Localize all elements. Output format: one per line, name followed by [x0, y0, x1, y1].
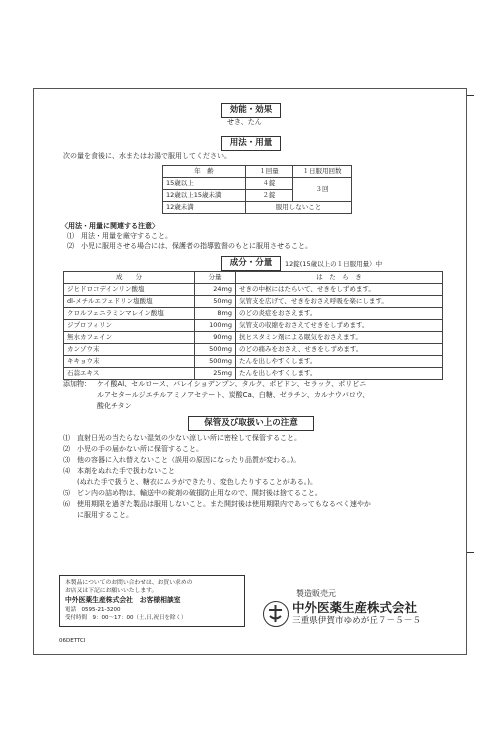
storage-item: (ぬれた手で扱うと、糖衣にムラができたり、変色したりすることがある。)。 — [63, 478, 317, 486]
additives-text: ケイ酸Al、セルロース、バレイショデンプン、タルク、ポビドン、セラック、ポリビニ — [97, 380, 367, 388]
dosage-note: ⑴ 用法・用量を厳守すること。 — [67, 232, 172, 240]
table-header-row — [163, 166, 352, 178]
ingredients-note: 12錠(15歳以上の１日服用量）中 — [285, 260, 383, 268]
table-header-row — [64, 272, 443, 284]
table-cell: 90mg — [195, 332, 236, 344]
table-cell: たんを出しやすくします。 — [236, 368, 443, 380]
table-cell: のどの炎症をおさえます。 — [236, 308, 443, 320]
table-cell: ジプロフィリン — [64, 320, 195, 332]
table-row — [64, 356, 443, 368]
table-header: １回量 — [246, 166, 293, 178]
table-cell: dl-メチルエフェドリン塩酸塩 — [64, 296, 195, 308]
table-cell: 気管支を広げて、せきをおさえ呼吸を楽にします。 — [236, 296, 443, 308]
dosage-intro: 次の量を食後に、水またはお湯で服用してください。 — [63, 152, 231, 160]
table-cell: 15歳以上 — [163, 178, 246, 190]
ingredients-heading: 成分・分量 — [221, 256, 281, 271]
manufacturer-name: 中外医薬生産株式会社 — [292, 600, 418, 615]
table-cell: キキョウ末 — [64, 356, 195, 368]
company-logo — [263, 601, 289, 627]
table-header: 分量 — [195, 272, 236, 284]
contact-line: お店又は下記にお願いいたします。 — [65, 588, 158, 594]
table-header: は た ら き — [236, 272, 443, 284]
table-cell: 服用しないこと — [246, 202, 352, 214]
storage-item: ⑹ 使用期限を過ぎた製品は服用しないこと。また開封後は使用期限内であってもなるべく速やか — [63, 500, 371, 508]
dosage-table — [162, 165, 352, 214]
dosage-notes-title: 〈用法・用量に関連する注意〉 — [61, 222, 159, 230]
storage-item: ⑶ 他の容器に入れ替えないこと（誤用の原因になったり品質が変わる。)。 — [63, 456, 301, 464]
registration-mark — [467, 552, 474, 553]
table-cell: たんを出しやすくします。 — [236, 356, 443, 368]
document-sheet — [33, 88, 467, 655]
storage-item: ⑴ 直射日光の当たらない湿気の少ない涼しい所に密栓して保管すること。 — [63, 434, 301, 442]
table-cell: 25mg — [195, 368, 236, 380]
additives-text: ルアセタールジエチルアミノアセテート、炭酸Ca、白糖、ゼラチン、カルナウバロウ、 — [97, 391, 370, 399]
contact-company: 中外医薬生産株式会社 お客様相談室 — [65, 596, 181, 604]
table-cell: 石蒜エキス — [64, 368, 195, 380]
table-header: 年 齢 — [163, 166, 246, 178]
table-cell: クロルフェニラミンマレイン酸塩 — [64, 308, 195, 320]
table-cell: ３回 — [293, 178, 352, 202]
table-row — [64, 296, 443, 308]
contact-phone: 電話 0595-21-3200 — [65, 607, 121, 613]
storage-item: ⑷ 本剤をぬれた手で扱わないこと — [63, 467, 175, 475]
table-row — [64, 284, 443, 296]
table-cell: のどの痛みをおさえ、せきをしずめます。 — [236, 344, 443, 356]
registration-mark — [467, 95, 474, 96]
table-cell: 500mg — [195, 356, 236, 368]
table-cell: 12歳未満 — [163, 202, 246, 214]
table-cell: 24mg — [195, 284, 236, 296]
table-cell: 8mg — [195, 308, 236, 320]
table-row — [163, 202, 352, 214]
table-cell: 12歳以上15歳未満 — [163, 190, 246, 202]
efficacy-text: せき、たん — [227, 118, 262, 126]
table-row — [64, 368, 443, 380]
table-cell: 抗ヒスタミン剤による眠気をおさえます。 — [236, 332, 443, 344]
product-code: 06DETTCI — [59, 638, 86, 644]
contact-hours: 受付時間 9：00～17：00（土,日,祝日を除く） — [65, 615, 187, 621]
table-header: 成 分 — [64, 272, 195, 284]
storage-item: に服用すること。 — [63, 511, 133, 519]
table-cell: ４錠 — [246, 178, 293, 190]
dosage-note: ⑵ 小児に服用させる場合には、保護者の指導監督のもとに服用させること。 — [67, 242, 312, 250]
manufacturer-address: 三重県伊賀市ゆめが丘７－５－５ — [292, 616, 421, 626]
logo-emblem-icon — [264, 602, 287, 625]
efficacy-heading: 効能・効果 — [221, 103, 281, 118]
table-cell: ジヒドロコデインリン酸塩 — [64, 284, 195, 296]
storage-heading: 保管及び取扱い上の注意 — [188, 416, 314, 431]
ingredients-table — [63, 271, 443, 380]
dosage-heading: 用法・用量 — [221, 136, 281, 151]
table-row — [64, 332, 443, 344]
table-row — [64, 320, 443, 332]
contact-box — [59, 575, 245, 627]
table-cell: せきの中枢にはたらいて、せきをしずめます。 — [236, 284, 443, 296]
manufacturer-label: 製造販売元 — [296, 589, 336, 598]
storage-item: ⑸ ビン内の詰め物は、輸送中の錠剤の破損防止用なので、開封後は捨てること。 — [63, 489, 322, 497]
table-cell: 無水カフェイン — [64, 332, 195, 344]
table-cell: 500mg — [195, 344, 236, 356]
table-cell: 50mg — [195, 296, 236, 308]
table-cell: ２錠 — [246, 190, 293, 202]
table-cell: 気管支の収縮をおさえてせきをしずめます。 — [236, 320, 443, 332]
table-header: １日服用回数 — [293, 166, 352, 178]
storage-item: ⑵ 小児の手の届かない所に保管すること。 — [63, 445, 203, 453]
contact-line: 本製品についてのお問い合わせは、お買い求めの — [65, 580, 193, 586]
additives-label: 添加物： — [63, 380, 91, 388]
table-cell: カンゾウ末 — [64, 344, 195, 356]
table-row — [163, 178, 352, 190]
additives-text: 酸化チタン — [97, 402, 132, 410]
table-cell: 100mg — [195, 320, 236, 332]
table-row — [64, 344, 443, 356]
table-row — [64, 308, 443, 320]
